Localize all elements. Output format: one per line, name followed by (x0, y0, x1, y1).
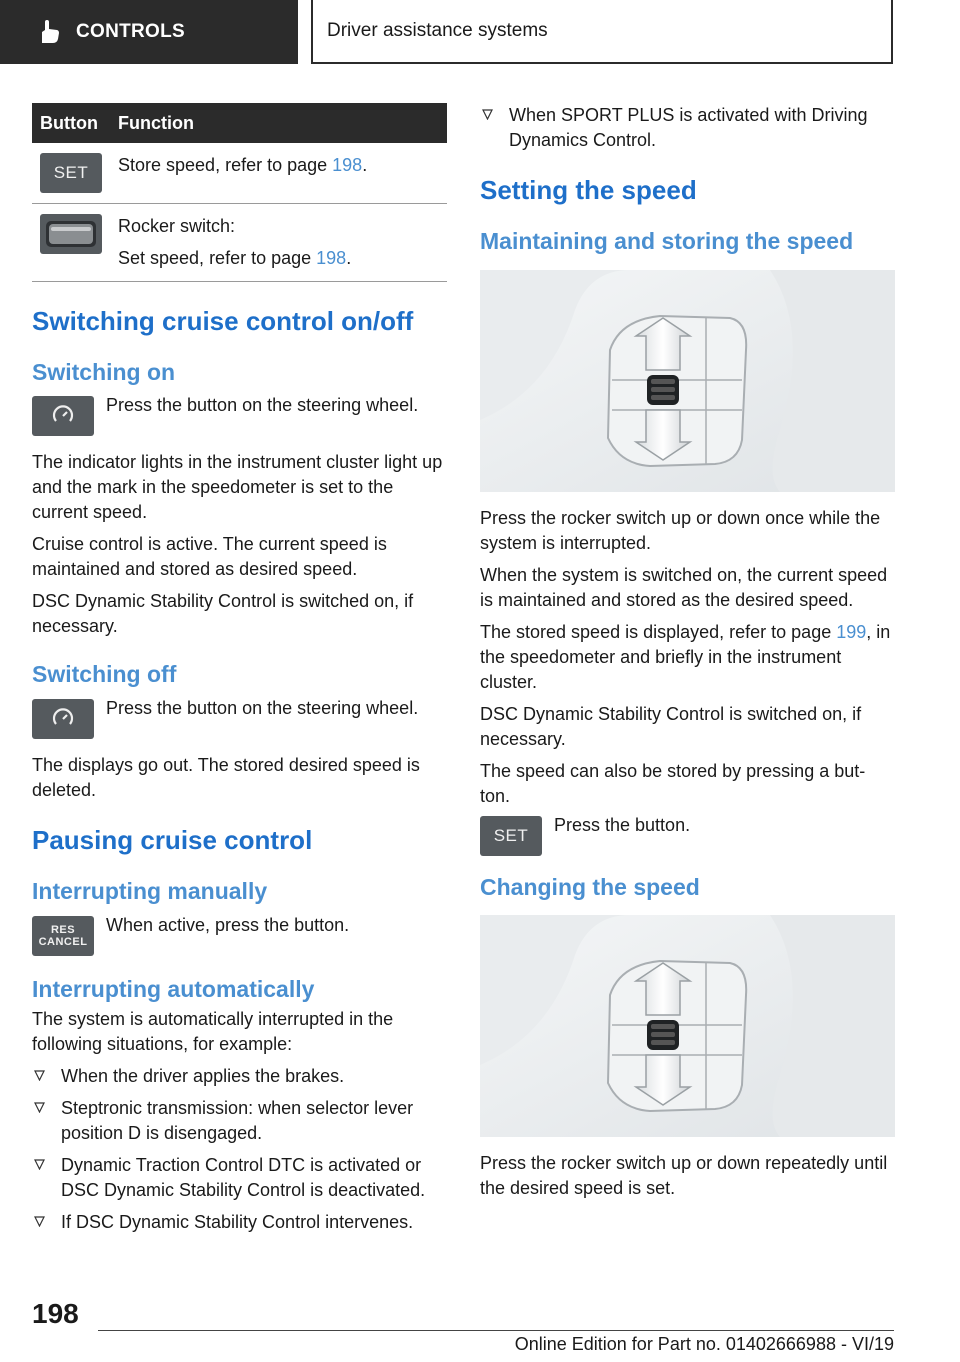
table-cell-text: Rocker switch: (118, 216, 236, 236)
res-cancel-button-icon: RES CANCEL (32, 916, 94, 956)
header-section-title: CONTROLS (76, 21, 186, 42)
header-chapter-title: Driver assistance systems (327, 20, 548, 41)
paragraph: The speed can also be stored by pressing a but‐ton. (480, 760, 866, 806)
table-header-function: Function (118, 103, 447, 143)
steering-wheel-rocker-photo (480, 270, 895, 492)
footer-edition: Online Edition for Part no. 01402666988 - VI/19 (514, 1334, 894, 1354)
paragraph: Press the rocker switch up or down repeatedly until the desired speed is set. (480, 1153, 888, 1199)
heading-interrupting-manually: Interrupting manually (32, 878, 268, 905)
footer-rule (98, 1330, 894, 1331)
cruise-control-button-icon (32, 699, 94, 739)
list-item: When SPORT PLUS is activated with Driving Dynamics Control. (480, 103, 895, 153)
switch-off-instruction: Press the button on the steering wheel. (106, 697, 419, 718)
triangle-bullet-icon (34, 1102, 45, 1113)
heading-switching-off: Switching off (32, 661, 177, 688)
page-link[interactable]: 198 (316, 248, 347, 269)
switch-off-button-row (32, 699, 447, 739)
paragraph: The indicator lights in the instrument cluster light up and the mark in the speedometer is set to the current speed. (32, 452, 443, 523)
switch-on-button-row (32, 396, 447, 436)
set-button-icon: SET (40, 153, 102, 193)
table-cell-text: Store speed, refer to page 198. (118, 155, 368, 175)
paragraph: The displays go out. The stored desired speed is deleted. (32, 754, 420, 800)
paragraph: The stored speed is displayed, refer to page 199, in the speedometer and briefly in the instrument cluster. (480, 621, 891, 692)
paragraph: DSC Dynamic Stability Control is switched on, if necessary. (480, 703, 862, 749)
auto-interrupt-list (32, 1064, 447, 1235)
set-instruction: Press the button. (554, 814, 691, 835)
list-item: Dynamic Traction Control DTC is activated or DSC Dynamic Stability Control is deactivated. (32, 1153, 447, 1203)
table-row (32, 143, 447, 204)
header-section-tab (0, 0, 298, 64)
table-header-button: Button (32, 103, 118, 143)
heading-pausing: Pausing cruise control (32, 824, 313, 855)
manual-button-row (32, 916, 447, 956)
table-cell-text: Set speed, refer to page 198. (118, 248, 352, 269)
steering-wheel-rocker-photo (480, 915, 895, 1137)
left-column (32, 103, 447, 1242)
cruise-control-button-icon (32, 396, 94, 436)
paragraph: DSC Dynamic Stability Control is switched on, if necessary. (32, 591, 414, 637)
page-link[interactable]: 198 (332, 155, 363, 175)
switch-on-instruction: Press the button on the steering wheel. (106, 395, 419, 416)
heading-changing-speed: Changing the speed (480, 873, 700, 900)
manual-instruction: When active, press the button. (106, 914, 350, 935)
triangle-bullet-icon (34, 1159, 45, 1170)
set-button-icon: SET (480, 816, 542, 856)
header-chapter-box (311, 0, 893, 64)
list-item: Steptronic transmission: when selector lever position D is disengaged. (32, 1096, 447, 1146)
heading-maintaining-storing: Maintaining and storing the speed (480, 228, 854, 255)
paragraph: Press the rocker switch up or down once while the system is interrupted. (480, 507, 881, 553)
heading-cruise-onoff: Switching cruise control on/off (32, 305, 414, 336)
page-number: 198 (32, 1298, 79, 1329)
heading-interrupting-automatically: Interrupting automatically (32, 975, 315, 1002)
paragraph: Cruise control is active. The current speed is maintained and stored as desired speed. (32, 534, 387, 580)
paragraph: The system is automatically interrupted in the following situations, for example: (32, 1009, 394, 1055)
heading-switching-on: Switching on (32, 358, 176, 385)
list-item: If DSC Dynamic Stability Control intervenes. (32, 1210, 447, 1235)
triangle-bullet-icon (34, 1216, 45, 1227)
page-link[interactable]: 199 (836, 621, 867, 642)
pointing-hand-icon (36, 19, 62, 45)
right-column (480, 103, 895, 1208)
rocker-switch-icon (40, 214, 102, 254)
button-function-table (32, 103, 447, 282)
triangle-bullet-icon (34, 1070, 45, 1081)
table-row (32, 204, 447, 282)
set-button-row (480, 816, 895, 856)
paragraph: When the system is switched on, the current speed is maintained and stored as the desired speed. (480, 564, 888, 610)
continued-list (480, 103, 895, 153)
heading-setting-speed: Setting the speed (480, 175, 697, 205)
list-item: When the driver applies the brakes. (32, 1064, 447, 1089)
triangle-bullet-icon (482, 109, 493, 120)
